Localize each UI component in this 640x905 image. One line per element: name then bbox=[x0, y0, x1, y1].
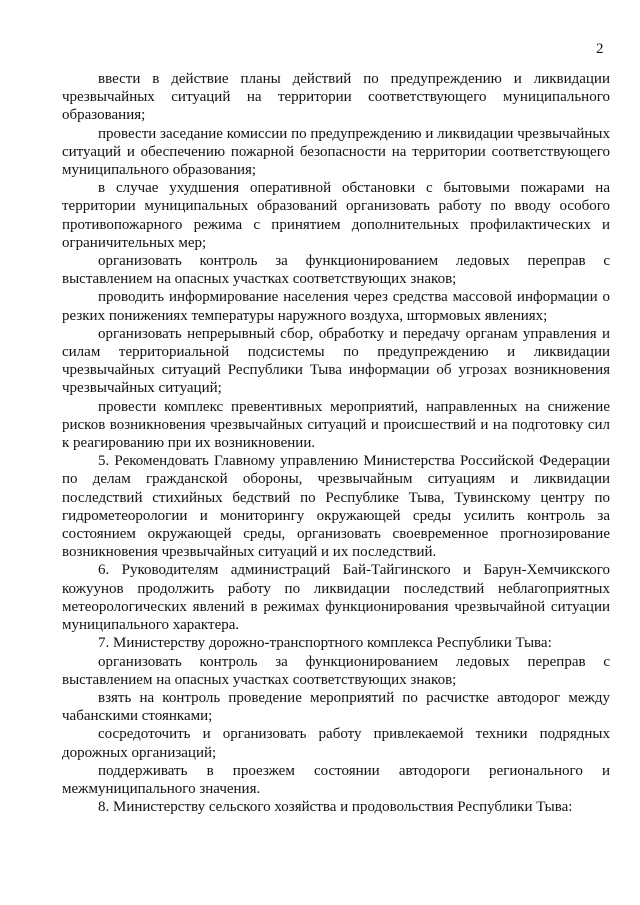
paragraph: 7. Министерству дорожно-транспортного комплекса Республики Тыва: bbox=[98, 635, 552, 652]
paragraph: ввести в действие планы действий по предупреждению и ликвидации чрезвычайных ситуаций на территории соответствующего муниципального образования; bbox=[62, 71, 610, 124]
paragraph: 5. Рекомендовать Главному управлению Министерства Российской Федерации по делам гражданской обороны, чрезвычайным ситуациям и ликвидации последствий стихийных бедствий по Республике Тыва, Тувинскому центру по гидрометеорологии и мониторингу окружающей среды усилить контроль за состоянием окружающей среды, организовать своевременное прогнозирование возникновения чрезвычайных ситуаций и их последствий. bbox=[62, 453, 610, 561]
paragraph: организовать непрерывный сбор, обработку и передачу органам управления и силам территориальной подсистемы по предупреждению и ликвидации чрезвычайных ситуаций Республики Тыва информации об угрозах возникновения чрезвычайных ситуаций; bbox=[62, 325, 610, 397]
document-body bbox=[62, 70, 610, 816]
page-number: 2 bbox=[596, 41, 604, 57]
paragraph: взять на контроль проведение мероприятий по расчистке автодорог между чабанскими стоянками; bbox=[62, 689, 610, 725]
paragraph: организовать контроль за функционированием ледовых переправ с выставлением на опасных участках соответствующих знаков; bbox=[62, 253, 610, 288]
paragraph: проводить информирование населения через средства массовой информации о резких понижениях температуры наружного воздуха, штормовых явлениях; bbox=[62, 289, 610, 324]
paragraph: 6. Руководителям администраций Бай-Тайгинского и Барун-Хемчикского кожуунов продолжить работу по ликвидации последствий неблагоприятных метеорологических явлений в режимах функционирования чрезвычайной ситуации муниципального характера. bbox=[62, 562, 610, 634]
paragraph: сосредоточить и организовать работу привлекаемой техники подрядных дорожных организаций; bbox=[62, 726, 610, 761]
paragraph: провести комплекс превентивных мероприятий, направленных на снижение рисков возникновения чрезвычайных ситуаций и происшествий и на подготовку сил к реагированию при их возникновении. bbox=[62, 398, 610, 452]
paragraph: поддерживать в проезжем состоянии автодороги регионального и межмуниципального значения. bbox=[62, 762, 610, 797]
paragraph: провести заседание комиссии по предупреждению и ликвидации чрезвычайных ситуаций и обеспечению пожарной безопасности на территории соответствующего муниципального образования; bbox=[62, 125, 610, 179]
paragraph: в случае ухудшения оперативной обстановки с бытовыми пожарами на территории муниципальных образований организовать работу по вводу особого противопожарного режима с принятием дополнительных профилактических и ограничительных мер; bbox=[62, 180, 610, 251]
paragraph: 8. Министерству сельского хозяйства и продовольствия Республики Тыва: bbox=[98, 799, 573, 816]
paragraph: организовать контроль за функционированием ледовых переправ с выставлением на опасных участках соответствующих знаков; bbox=[62, 653, 610, 688]
